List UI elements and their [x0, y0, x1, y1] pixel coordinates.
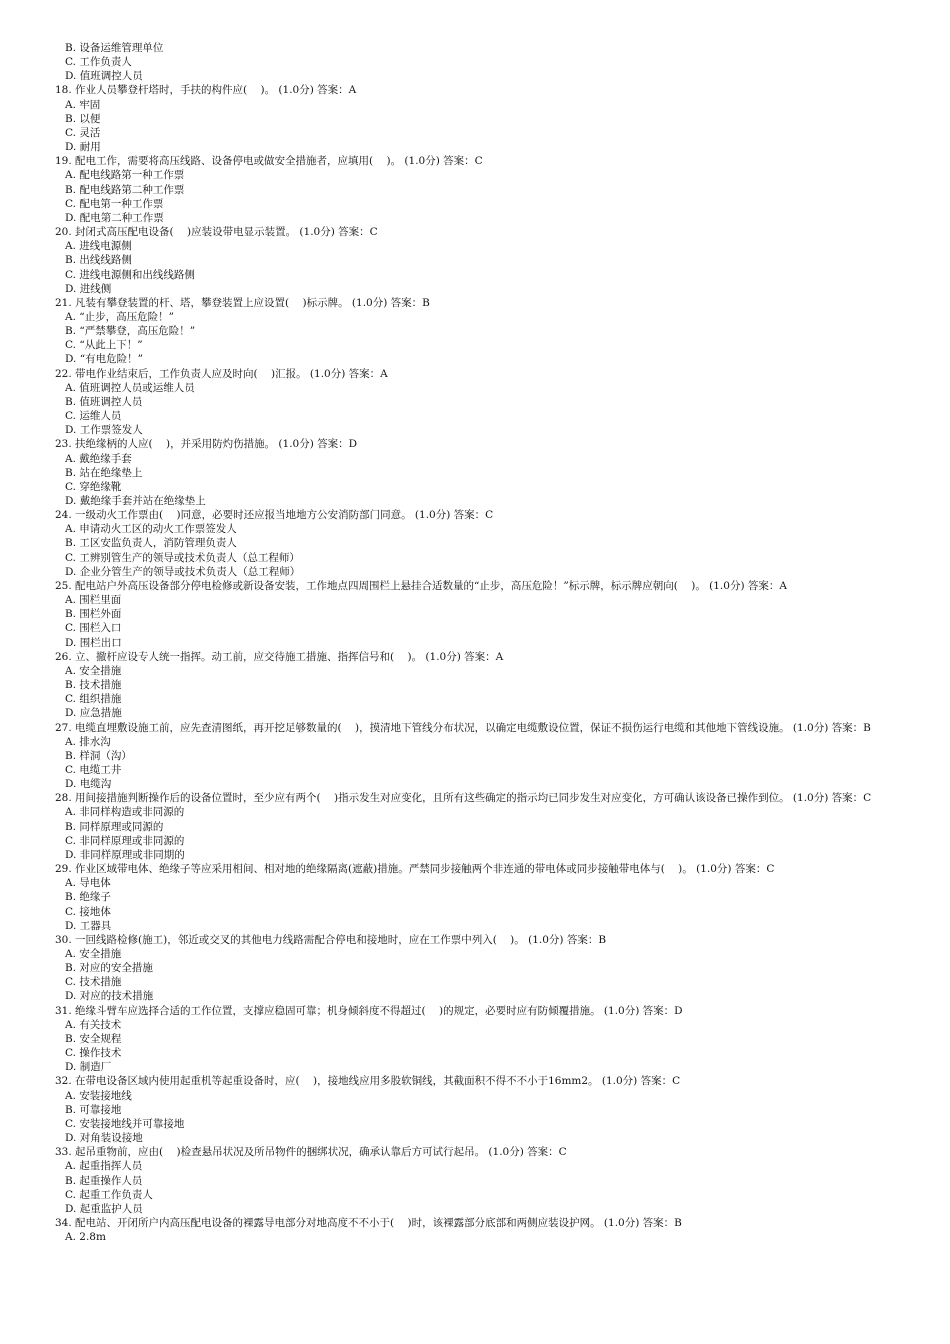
answer-option: D. 配电第二种工作票 — [65, 211, 164, 224]
answer-option: D. 进线侧 — [65, 282, 112, 295]
answer-option: A. 2.8m — [65, 1231, 106, 1244]
answer-option: B. 样洞（沟） — [65, 749, 132, 762]
question-stem: 25. 配电站户外高压设备部分停电检修或新设备安装，工作地点四周围栏上悬挂合适数量的“止步，高压危险！”标示牌，标示牌应朝向( )。 (1.0分) 答案：A — [55, 579, 787, 592]
answer-option: C. 工辨别管生产的领导或技术负责人（总工程师） — [65, 551, 300, 564]
answer-option: D. 戴绝缘手套并站在绝缘垫上 — [65, 495, 206, 507]
question-stem: 33. 起吊重物前，应由( )检查悬吊状况及所吊物件的捆绑状况，确承认靠后方可试行起吊。 (1.0分) 答案：C — [55, 1146, 567, 1159]
answer-option: B. 站在绝缘垫上 — [65, 466, 143, 479]
answer-option: C. 进线电源侧和出线线路侧 — [65, 268, 195, 281]
answer-option: D. 电缆沟 — [65, 778, 112, 791]
answer-option: D. 工器具 — [65, 919, 112, 932]
answer-option: B. “严禁攀登，高压危险！” — [65, 325, 196, 338]
answer-option: A. 牢固 — [65, 98, 101, 111]
question-stem: 22. 带电作业结束后，工作负责人应及时向( )汇报。 (1.0分) 答案：A — [55, 367, 388, 380]
answer-option: B. 可靠接地 — [65, 1103, 122, 1116]
answer-option: C. 围栏入口 — [65, 622, 122, 635]
question-stem: 34. 配电站、开闭所户内高压配电设备的裸露导电部分对地高度不不小于( )时，该裸露部分底部和两侧应装设护网。 (1.0分) 答案：B — [55, 1216, 682, 1229]
question-stem: 23. 扶绝缘柄的人应( )，并采用防灼伤措施。 (1.0分) 答案：D — [55, 438, 358, 451]
question-stem: 31. 绝缘斗臂车应选择合适的工作位置，支撑应稳固可靠；机身倾斜度不得超过( )的规定，必要时应有防倾覆措施。 (1.0分) 答案：D — [55, 1004, 683, 1017]
answer-option: C. 灵活 — [65, 126, 101, 139]
question-stem: 27. 电缆直埋敷设施工前，应先查清图纸，再开挖足够数量的( )，摸清地下管线分布状况，以确定电缆敷设位置，保证不损伤运行电缆和其他地下管线设施。 (1.0分) 答案：B — [55, 721, 871, 734]
answer-option: C. 接地体 — [65, 905, 111, 918]
answer-option: A. 安装接地线 — [65, 1089, 132, 1102]
question-stem: 20. 封闭式高压配电设备( )应装设带电显示装置。 (1.0分) 答案：C — [55, 226, 378, 239]
answer-option: A. 排水沟 — [65, 735, 111, 748]
answer-option: D. 对角装设接地 — [65, 1132, 143, 1145]
answer-option: D. 企业分管生产的领导或技术负责人（总工程师） — [65, 565, 301, 578]
answer-option: C. 电缆工井 — [65, 763, 122, 776]
answer-option: A. 安全措施 — [65, 664, 122, 677]
answer-option: D. 制造厂 — [65, 1061, 112, 1074]
answer-option: A. 起重指挥人员 — [65, 1160, 143, 1173]
answer-option: A. 安全措施 — [65, 948, 122, 960]
answer-option: B. 技术措施 — [65, 679, 122, 692]
answer-option: A. 非同样构造或非同源的 — [65, 806, 185, 819]
answer-option: B. 同样原理或同源的 — [65, 820, 164, 833]
answer-option: D. 起重监护人员 — [65, 1202, 143, 1215]
answer-option: A. 围栏里面 — [65, 594, 122, 607]
answer-option: C. 组织措施 — [65, 693, 122, 706]
question-stem: 21. 凡装有攀登装置的杆、塔，攀登装置上应设置( )标示牌。 (1.0分) 答案：B — [55, 296, 430, 309]
answer-option: B. 值班调控人员 — [65, 395, 143, 408]
answer-option: B. 安全规程 — [65, 1032, 122, 1045]
answer-option: D. 值班调控人员 — [65, 70, 143, 83]
question-stem: 32. 在带电设备区域内使用起重机等起重设备时，应( )，接地线应用多股软铜线，其截面积不得不不小于16mm2。 (1.0分) 答案：C — [55, 1075, 681, 1088]
answer-option: D. 应急措施 — [65, 707, 122, 720]
answer-option: D. 围栏出口 — [65, 636, 122, 649]
question-stem: 26. 立、撤杆应设专人统一指挥。动工前，应交待施工措施、指挥信号和( )。 (1.0分) 答案：A — [55, 650, 504, 663]
answer-option: B. 以便 — [65, 112, 101, 125]
answer-option: A. 有关技术 — [65, 1018, 122, 1031]
answer-option: D. 工作票签发人 — [65, 424, 143, 437]
answer-option: B. 配电线路第二种工作票 — [65, 183, 185, 196]
answer-option: C. “从此上下！” — [65, 339, 143, 352]
answer-option: D. 对应的技术措施 — [65, 990, 154, 1003]
answer-option: B. 工区安监负责人，消防管理负责人 — [65, 537, 237, 550]
answer-option: A. 导电体 — [65, 877, 111, 890]
answer-option: A. 值班调控人员或运维人员 — [65, 381, 195, 394]
answer-option: A. 配电线路第一种工作票 — [65, 169, 185, 182]
answer-option: D. 耐用 — [65, 141, 101, 154]
question-stem: 24. 一级动火工作票由( )同意，必要时还应报当地地方公安消防部门同意。 (1.0分) 答案：C — [55, 509, 494, 522]
answer-option: B. 出线线路侧 — [65, 254, 132, 267]
answer-option: B. 设备运维管理单位 — [65, 42, 164, 54]
answer-option: A. 申请动火工区的动火工作票签发人 — [65, 523, 237, 536]
answer-option: A. 进线电源侧 — [65, 240, 132, 253]
answer-option: A. 戴绝缘手套 — [65, 452, 132, 465]
answer-option: C. 配电第一种工作票 — [65, 197, 164, 210]
answer-option: A. “止步，高压危险！” — [65, 310, 174, 323]
question-stem: 28. 用间接措施判断操作后的设备位置时，至少应有两个( )指示发生对应变化，且所有这些确定的指示均已同步发生对应变化，方可确认该设备已操作到位。 (1.0分) 答案：C — [55, 792, 872, 805]
answer-option: B. 起重操作人员 — [65, 1174, 143, 1187]
answer-option: C. 运维人员 — [65, 410, 122, 423]
document-body — [40, 41, 908, 1244]
question-stem: 30. 一回线路检修(施工)，邻近或交叉的其他电力线路需配合停电和接地时，应在工作票中列入( )。 (1.0分) 答案：B — [55, 933, 607, 946]
answer-option: D. “有电危险！” — [65, 353, 143, 366]
answer-option: C. 安装接地线并可靠接地 — [65, 1117, 185, 1130]
answer-option: C. 技术措施 — [65, 976, 122, 989]
question-stem: 18. 作业人员攀登杆塔时，手扶的构件应( )。 (1.0分) 答案：A — [55, 84, 357, 97]
answer-option: D. 非同样原理或非同期的 — [65, 848, 185, 861]
answer-option: B. 对应的安全措施 — [65, 962, 153, 975]
answer-option: C. 工作负责人 — [65, 56, 132, 69]
answer-option: C. 穿绝缘靴 — [65, 480, 122, 493]
question-stem: 29. 作业区域带电体、绝缘子等应采用相间、相对地的绝缘隔离(遮蔽)措施。严禁同步接触两个非连通的带电体或同步接触带电体与( )。 (1.0分) 答案：C — [55, 863, 775, 876]
answer-option: C. 起重工作负责人 — [65, 1188, 153, 1201]
answer-option: B. 绝缘子 — [65, 891, 111, 904]
answer-option: C. 非同样原理或非同源的 — [65, 834, 185, 847]
answer-option: C. 操作技术 — [65, 1047, 122, 1060]
answer-option: B. 围栏外面 — [65, 608, 122, 621]
question-stem: 19. 配电工作，需要将高压线路、设备停电或做安全措施者，应填用( )。 (1.0分) 答案：C — [55, 155, 483, 168]
